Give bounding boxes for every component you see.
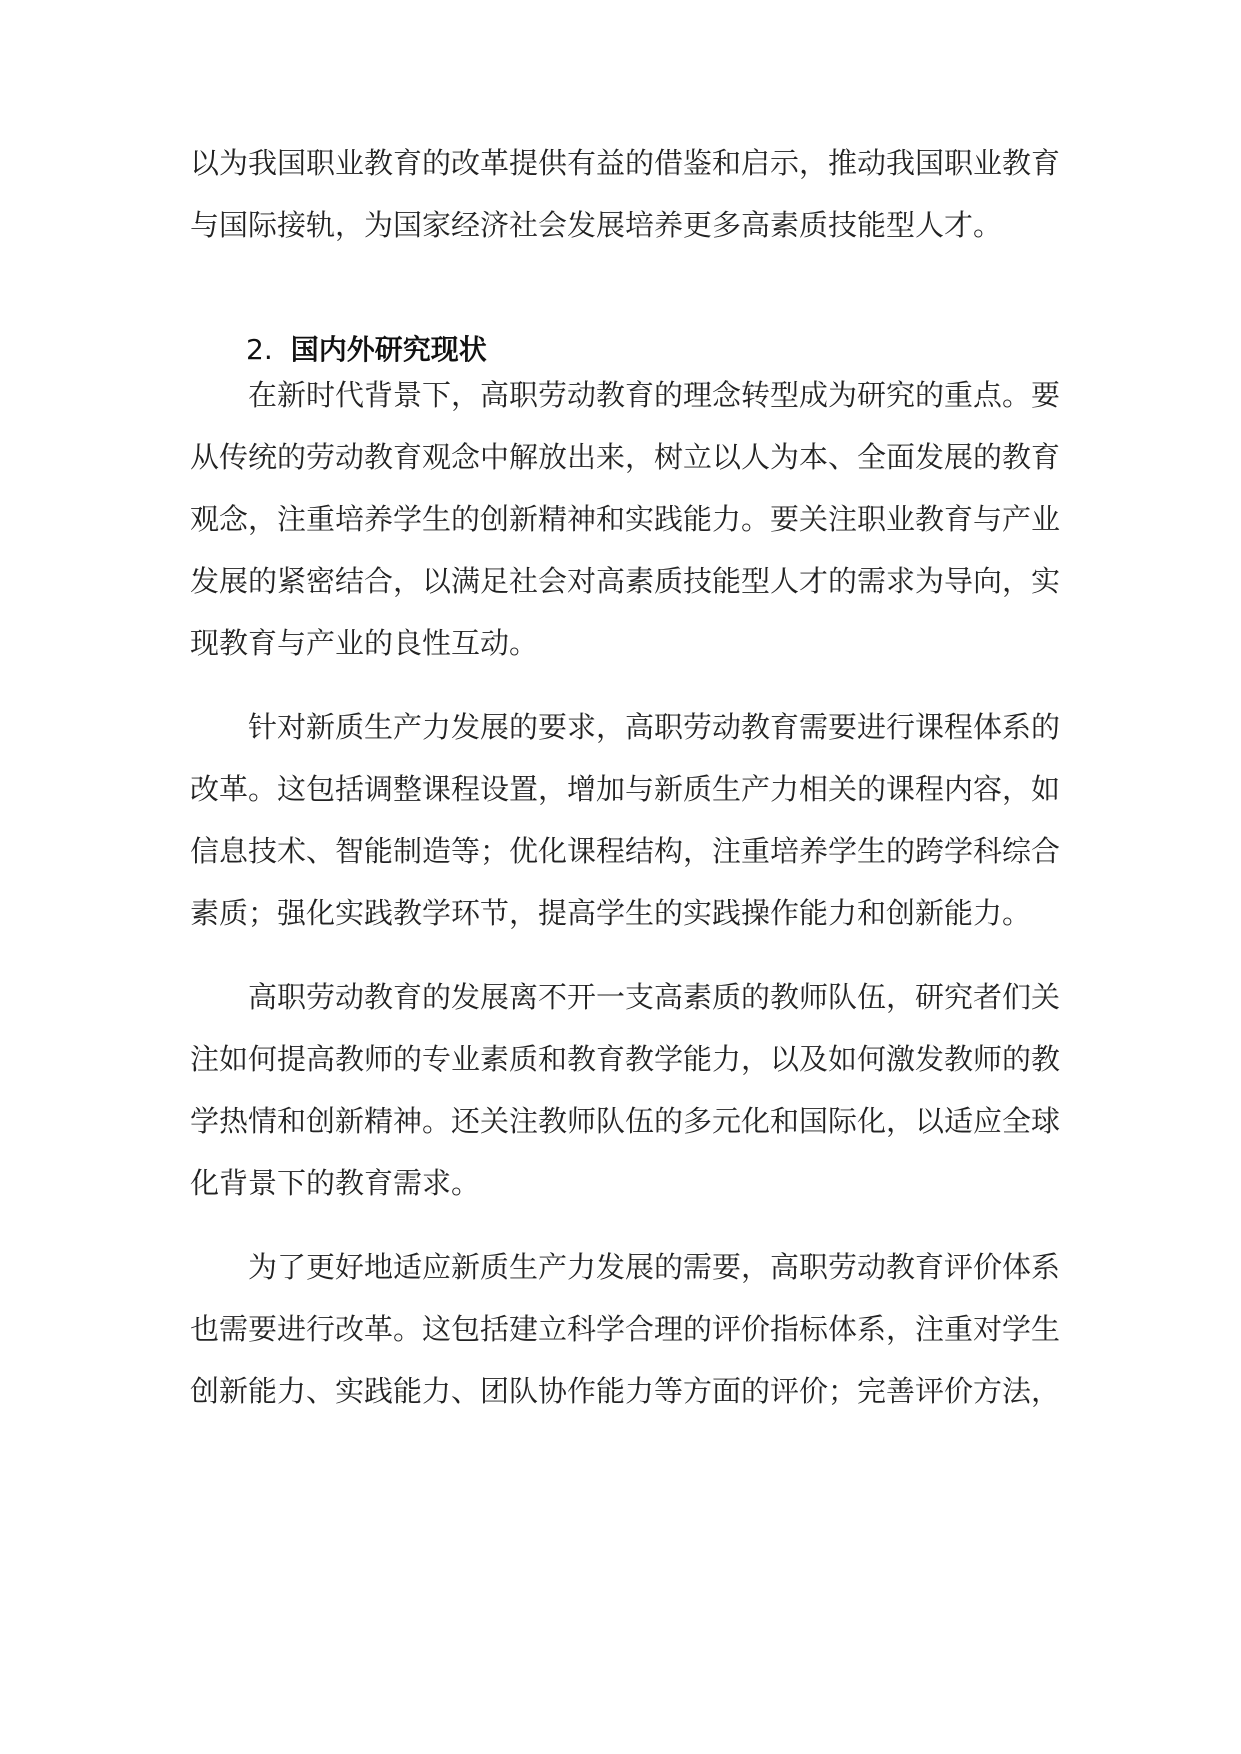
paragraph-line: 以为我国职业教育的改革提供有益的借鉴和启示，推动我国职业教育 xyxy=(190,146,1061,180)
paragraph-line: 注如何提高教师的专业素质和教育教学能力，以及如何激发教师的教 xyxy=(190,1042,1061,1076)
paragraph-line: 为了更好地适应新质生产力发展的需要，高职劳动教育评价体系 xyxy=(248,1250,1061,1284)
paragraph-line: 素质；强化实践教学环节，提高学生的实践操作能力和创新能力。 xyxy=(190,896,1032,930)
section-title: 国内外研究现状 xyxy=(290,333,487,366)
paragraph-1 xyxy=(190,364,1061,674)
paragraph-line: 学热情和创新精神。还关注教师队伍的多元化和国际化，以适应全球 xyxy=(190,1104,1061,1138)
paragraph-line: 信息技术、智能制造等；优化课程结构，注重培养学生的跨学科综合 xyxy=(190,834,1061,868)
paragraph-4 xyxy=(190,1236,1061,1422)
paragraph-2 xyxy=(190,696,1061,944)
paragraph-3 xyxy=(190,966,1061,1214)
paragraph-line: 发展的紧密结合，以满足社会对高素质技能型人才的需求为导向，实 xyxy=(190,564,1061,598)
paragraph-line: 改革。这包括调整课程设置，增加与新质生产力相关的课程内容，如 xyxy=(190,772,1061,806)
paragraph-line: 创新能力、实践能力、团队协作能力等方面的评价；完善评价方法， xyxy=(190,1374,1061,1408)
paragraph-line: 高职劳动教育的发展离不开一支高素质的教师队伍，研究者们关 xyxy=(248,980,1061,1014)
paragraph-line: 观念，注重培养学生的创新精神和实践能力。要关注职业教育与产业 xyxy=(190,502,1061,536)
paragraph-line: 也需要进行改革。这包括建立科学合理的评价指标体系，注重对学生 xyxy=(190,1312,1061,1346)
section-number: 2. xyxy=(246,333,273,366)
paragraph-line: 从传统的劳动教育观念中解放出来，树立以人为本、全面发展的教育 xyxy=(190,440,1061,474)
paragraph-line: 在新时代背景下，高职劳动教育的理念转型成为研究的重点。要 xyxy=(248,378,1061,412)
paragraph-line: 针对新质生产力发展的要求，高职劳动教育需要进行课程体系的 xyxy=(248,710,1061,744)
paragraph-line: 现教育与产业的良性互动。 xyxy=(190,626,539,660)
paragraph-line: 与国际接轨，为国家经济社会发展培养更多高素质技能型人才。 xyxy=(190,208,1003,242)
continuation-paragraph xyxy=(190,132,1061,256)
paragraph-line: 化背景下的教育需求。 xyxy=(190,1166,481,1200)
